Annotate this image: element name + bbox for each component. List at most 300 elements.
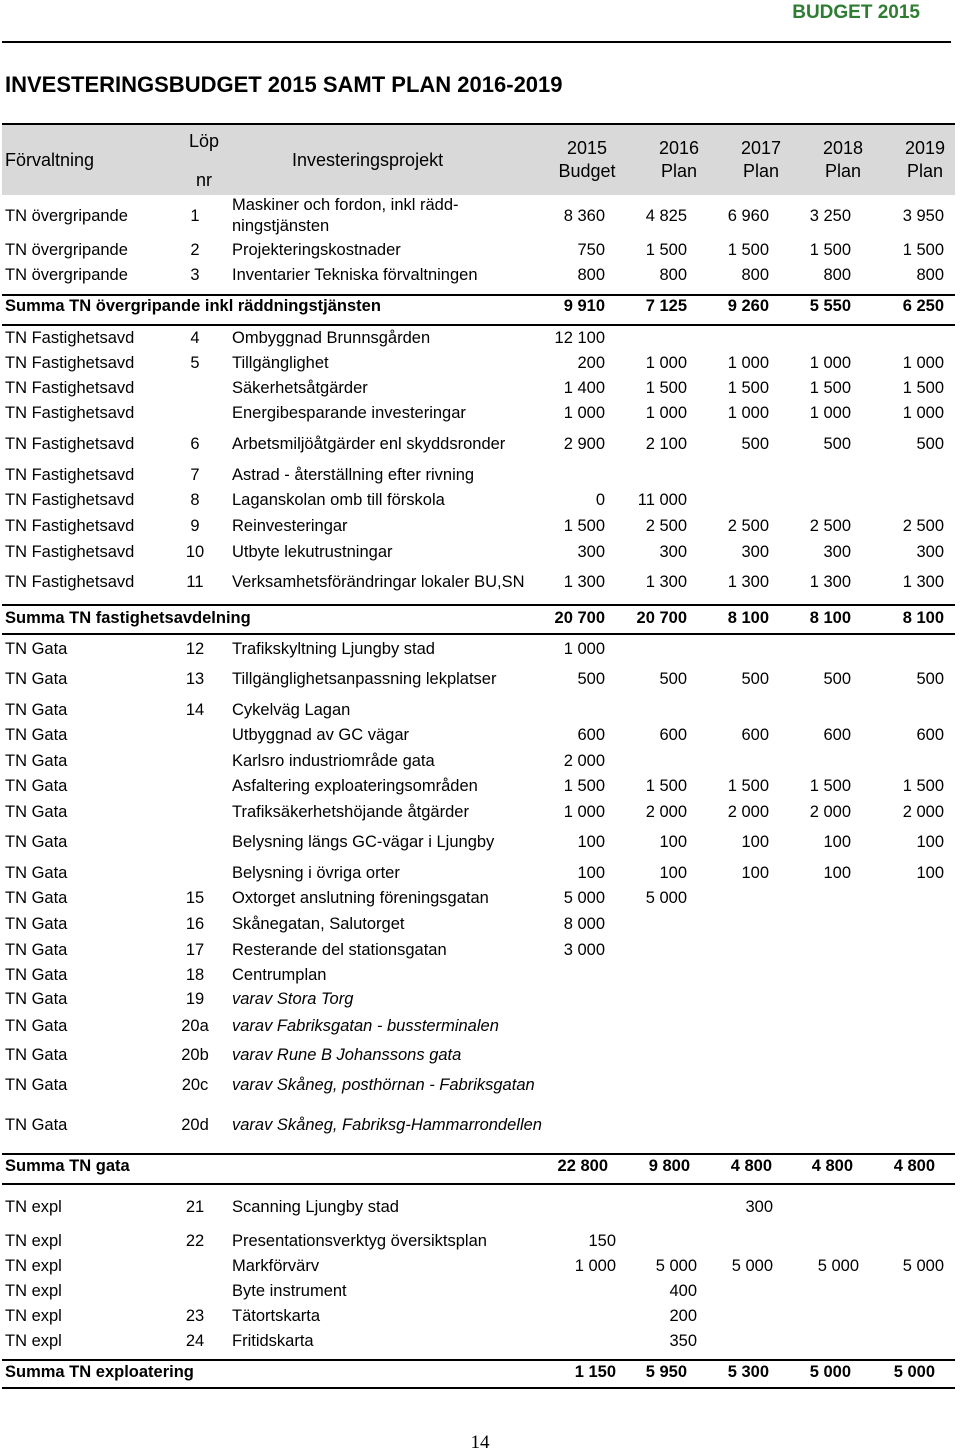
value-2017 [689, 749, 769, 774]
document-title: INVESTERINGSBUDGET 2015 SAMT PLAN 2016-2019 [5, 72, 563, 97]
forvaltning-cell: TN övergripande [5, 206, 128, 225]
value-2018: 5 000 [817, 1256, 859, 1275]
value-2019 [864, 912, 944, 937]
col-header-projekt: Investeringsprojekt [292, 150, 444, 170]
table-row [0, 698, 960, 723]
summary-value-2017: 8 100 [727, 608, 769, 627]
value-2018: 100 [823, 863, 851, 882]
lopnr-cell [170, 824, 220, 861]
value-2019: 500 [916, 434, 944, 453]
value-2018 [771, 1043, 851, 1068]
value-2016 [617, 1192, 697, 1222]
table-row [0, 463, 960, 488]
summary-bottom-rule [2, 1387, 955, 1389]
table-row [0, 351, 960, 376]
value-2017: 800 [741, 265, 769, 284]
value-2017 [689, 463, 769, 488]
value-2017 [693, 1304, 773, 1329]
value-2016: 4 825 [645, 206, 687, 225]
value-2015 [525, 987, 605, 1011]
value-2016: 350 [669, 1331, 697, 1350]
value-2015: 800 [577, 265, 605, 284]
value-2017: 1 500 [727, 776, 769, 795]
lopnr-cell: 2 [190, 240, 200, 259]
value-2015: 1 000 [563, 639, 605, 658]
value-2015: 600 [577, 725, 605, 744]
forvaltning-cell: TN expl [5, 1331, 62, 1350]
table-row [0, 963, 960, 988]
value-2015: 2 900 [563, 434, 605, 453]
table-row [0, 1304, 960, 1329]
value-2015 [536, 1279, 616, 1304]
value-2016: 1 300 [645, 572, 687, 591]
summary-value-2016: 20 700 [636, 608, 687, 627]
value-2015 [525, 963, 605, 988]
col-header-2018: 2018 Plan [822, 138, 864, 181]
value-2018: 1 000 [809, 353, 851, 372]
summary-row [0, 1153, 960, 1179]
value-2018 [771, 488, 851, 513]
forvaltning-cell: TN expl [5, 1256, 62, 1275]
value-2018: 1 000 [809, 403, 851, 422]
forvaltning-cell: TN Gata [5, 914, 68, 933]
value-2019: 100 [916, 832, 944, 851]
summary-value-2016: 5 950 [645, 1362, 687, 1381]
table-row [0, 824, 960, 861]
col-header-2017: 2017 Plan [740, 138, 782, 181]
value-2016: 400 [669, 1281, 697, 1300]
value-2015: 12 100 [554, 328, 605, 347]
value-2015: 1 000 [563, 802, 605, 821]
summary-bottom-rule [2, 633, 955, 635]
lopnr-cell [170, 800, 220, 825]
value-2018 [771, 463, 851, 488]
col-header-2019: 2019 Plan [904, 138, 946, 181]
table-row [0, 637, 960, 662]
lopnr-cell: 20d [181, 1115, 209, 1134]
value-2019 [864, 1229, 944, 1254]
lopnr-cell [170, 401, 220, 426]
value-2017 [689, 488, 769, 513]
lopnr-cell: 5 [190, 353, 200, 372]
table-row [0, 426, 960, 463]
forvaltning-cell: TN Fastighetsavd [5, 403, 135, 422]
table-row [0, 564, 960, 601]
table-row [0, 912, 960, 937]
value-2017 [693, 1329, 773, 1354]
table-row [0, 1329, 960, 1354]
value-2015: 200 [577, 353, 605, 372]
value-2015: 1 500 [563, 516, 605, 535]
project-cell: Utbyggnad av GC vägar [232, 725, 410, 744]
value-2016: 1 000 [645, 353, 687, 372]
project-cell: Tillgänglighet [232, 353, 329, 372]
value-2016 [607, 1105, 687, 1145]
value-2015 [525, 698, 605, 723]
value-2016: 5 000 [645, 888, 687, 907]
value-2019 [864, 987, 944, 1011]
value-2017: 1 000 [727, 353, 769, 372]
value-2016 [607, 749, 687, 774]
value-2018: 1 500 [809, 378, 851, 397]
forvaltning-cell: TN Gata [5, 989, 68, 1008]
value-2017: 600 [741, 725, 769, 744]
project-cell: Skånegatan, Salutorget [232, 914, 405, 933]
forvaltning-cell: TN Gata [5, 965, 68, 984]
lopnr-cell: 8 [190, 490, 200, 509]
project-cell: Trafiksäkerhetshöjande åtgärder [232, 802, 469, 821]
lopnr-cell [170, 1254, 220, 1279]
value-2018 [771, 938, 851, 963]
value-2015 [536, 1329, 616, 1354]
value-2015: 1 400 [563, 378, 605, 397]
value-2017: 1 300 [727, 572, 769, 591]
value-2017: 5 000 [731, 1256, 773, 1275]
project-cell: varav Rune B Johanssons gata [232, 1045, 462, 1064]
table-row [0, 263, 960, 288]
table-row [0, 488, 960, 513]
project-cell: Fritidskarta [232, 1331, 314, 1350]
col-header-2015: 2015 Budget [558, 138, 616, 181]
value-2019: 500 [916, 669, 944, 688]
value-2016: 2 100 [645, 434, 687, 453]
summary-value-2015: 1 150 [574, 1362, 616, 1381]
value-2019 [864, 1043, 944, 1068]
value-2016 [607, 637, 687, 662]
value-2017 [689, 637, 769, 662]
value-2019: 1 500 [902, 776, 944, 795]
value-2016: 2 500 [645, 516, 687, 535]
summary-row [0, 293, 960, 319]
value-2017: 1 500 [727, 378, 769, 397]
forvaltning-cell: TN expl [5, 1197, 62, 1216]
value-2019 [864, 963, 944, 988]
value-2019 [864, 637, 944, 662]
value-2015: 750 [577, 240, 605, 259]
value-2019 [864, 1279, 944, 1304]
value-2019 [864, 1304, 944, 1329]
value-2017: 500 [741, 669, 769, 688]
value-2017: 1 500 [727, 240, 769, 259]
value-2015 [525, 1069, 605, 1101]
value-2017 [689, 912, 769, 937]
forvaltning-cell: TN Gata [5, 1045, 68, 1064]
summary-value-2017: 4 800 [730, 1156, 772, 1175]
value-2018 [771, 987, 851, 1011]
project-cell: Resterande del stationsgatan [232, 940, 447, 959]
value-2015 [525, 463, 605, 488]
lopnr-cell: 16 [185, 914, 205, 933]
value-2019 [864, 886, 944, 911]
value-2019 [864, 1192, 944, 1222]
value-2018 [771, 1011, 851, 1041]
value-2019: 300 [916, 542, 944, 561]
value-2019 [864, 1329, 944, 1354]
header-rule [2, 41, 951, 43]
value-2019: 2 500 [902, 516, 944, 535]
value-2018: 500 [823, 669, 851, 688]
project-cell: varav Skåneg, Fabriksg-Hammarrondellen [232, 1115, 542, 1134]
value-2015 [525, 1043, 605, 1068]
value-2016: 300 [659, 542, 687, 561]
summary-value-2018: 5 550 [809, 296, 851, 315]
table-row [0, 1279, 960, 1304]
value-2015: 3 000 [563, 940, 605, 959]
forvaltning-cell: TN expl [5, 1281, 62, 1300]
value-2018: 3 250 [809, 206, 851, 225]
value-2019: 600 [916, 725, 944, 744]
project-cell: Tillgänglighetsanpassning lekplatser [232, 669, 497, 688]
value-2018 [771, 698, 851, 723]
lopnr-cell: 22 [185, 1231, 205, 1250]
value-2019 [864, 463, 944, 488]
lopnr-cell: 13 [185, 669, 205, 688]
value-2019 [864, 1069, 944, 1101]
value-2015: 1 500 [563, 776, 605, 795]
value-2017 [689, 963, 769, 988]
summary-value-2015: 9 910 [563, 296, 605, 315]
forvaltning-cell: TN Gata [5, 1115, 68, 1134]
table-row [0, 514, 960, 539]
value-2016: 2 000 [645, 802, 687, 821]
value-2019 [864, 749, 944, 774]
lopnr-cell [170, 1279, 220, 1304]
lopnr-cell: 14 [185, 700, 205, 719]
value-2015: 100 [577, 863, 605, 882]
project-cell: Markförvärv [232, 1256, 320, 1275]
value-2015: 0 [595, 490, 605, 509]
project-cell: varav Stora Torg [232, 989, 354, 1008]
lopnr-cell: 17 [185, 940, 205, 959]
forvaltning-cell: TN Fastighetsavd [5, 378, 135, 397]
table-row [0, 749, 960, 774]
summary-label: Summa TN övergripande inkl räddningstjänsten [5, 296, 381, 315]
value-2015: 8 360 [563, 206, 605, 225]
value-2016 [607, 1011, 687, 1041]
value-2018: 1 300 [809, 572, 851, 591]
table-row [0, 1254, 960, 1279]
value-2015: 2 000 [563, 751, 605, 770]
project-cell: Astrad - återställning efter rivning [232, 465, 475, 484]
summary-label: Summa TN exploatering [5, 1362, 194, 1381]
project-cell: Reinvesteringar [232, 516, 348, 535]
summary-value-2019: 4 800 [893, 1156, 935, 1175]
forvaltning-cell: TN Gata [5, 1016, 68, 1035]
value-2017 [689, 987, 769, 1011]
forvaltning-cell: TN Gata [5, 940, 68, 959]
value-2017: 100 [741, 832, 769, 851]
forvaltning-cell: TN Fastighetsavd [5, 516, 135, 535]
forvaltning-cell: TN Gata [5, 832, 68, 851]
value-2016 [607, 963, 687, 988]
table-row [0, 1043, 960, 1068]
value-2018 [771, 637, 851, 662]
value-2017: 1 000 [727, 403, 769, 422]
project-cell: Utbyte lekutrustningar [232, 542, 393, 561]
value-2018: 1 500 [809, 240, 851, 259]
forvaltning-cell: TN Gata [5, 725, 68, 744]
lopnr-cell: 4 [190, 328, 200, 347]
value-2016: 100 [659, 832, 687, 851]
value-2018: 100 [823, 832, 851, 851]
summary-value-2019: 8 100 [902, 608, 944, 627]
forvaltning-cell: TN expl [5, 1306, 62, 1325]
table-row [0, 1192, 960, 1222]
lopnr-cell: 18 [185, 965, 205, 984]
lopnr-cell: 10 [185, 542, 205, 561]
forvaltning-cell: TN Fastighetsavd [5, 465, 135, 484]
value-2017 [689, 886, 769, 911]
lopnr-cell [170, 774, 220, 799]
table-row [0, 938, 960, 963]
table-row [0, 376, 960, 401]
value-2016 [617, 1229, 697, 1254]
lopnr-cell: 7 [190, 465, 200, 484]
value-2015: 1 000 [563, 403, 605, 422]
value-2018 [771, 1105, 851, 1145]
value-2018: 600 [823, 725, 851, 744]
project-cell: Karlsro industriområde gata [232, 751, 435, 770]
value-2019: 1 500 [902, 240, 944, 259]
forvaltning-cell: TN Gata [5, 802, 68, 821]
value-2016 [607, 1069, 687, 1101]
project-cell: Verksamhetsförändringar lokaler BU,SN [232, 572, 525, 591]
value-2017: 300 [741, 542, 769, 561]
value-2016 [607, 463, 687, 488]
forvaltning-cell: TN expl [5, 1231, 62, 1250]
value-2018 [779, 1279, 859, 1304]
value-2016: 1 500 [645, 776, 687, 795]
summary-value-2016: 9 800 [648, 1156, 690, 1175]
summary-label: Summa TN fastighetsavdelning [5, 608, 251, 627]
project-cell: Laganskolan omb till förskola [232, 490, 445, 509]
col-header-lop: Löp [188, 131, 220, 151]
value-2018: 2 500 [809, 516, 851, 535]
col-header-2016: 2016 Plan [658, 138, 700, 181]
value-2016: 200 [669, 1306, 697, 1325]
value-2015: 150 [588, 1231, 616, 1250]
table-row [0, 661, 960, 697]
table-row [0, 886, 960, 911]
forvaltning-cell: TN Gata [5, 751, 68, 770]
value-2019: 1 000 [902, 353, 944, 372]
summary-value-2019: 6 250 [902, 296, 944, 315]
value-2017: 6 960 [727, 206, 769, 225]
project-cell: Säkerhetsåtgärder [232, 378, 368, 397]
value-2019 [864, 698, 944, 723]
project-cell: Scanning Ljungby stad [232, 1197, 399, 1216]
lopnr-cell [170, 376, 220, 401]
value-2015: 1 000 [574, 1256, 616, 1275]
value-2018 [771, 963, 851, 988]
project-cell: Projekteringskostnader [232, 240, 401, 259]
value-2015 [536, 1192, 616, 1222]
summary-label: Summa TN gata [5, 1156, 130, 1175]
lopnr-cell: 19 [185, 989, 205, 1008]
project-cell: varav Fabriksgatan - bussterminalen [232, 1016, 499, 1035]
value-2015: 5 000 [563, 888, 605, 907]
value-2019 [864, 1011, 944, 1041]
table-row [0, 1011, 960, 1041]
value-2018: 1 500 [809, 776, 851, 795]
value-2016: 800 [659, 265, 687, 284]
lopnr-cell [170, 861, 220, 886]
table-row [0, 238, 960, 263]
value-2019: 100 [916, 863, 944, 882]
value-2016: 5 000 [655, 1256, 697, 1275]
forvaltning-cell: TN Gata [5, 1075, 68, 1094]
forvaltning-cell: TN Fastighetsavd [5, 572, 135, 591]
forvaltning-cell: TN Gata [5, 888, 68, 907]
project-cell: Inventarier Tekniska förvaltningen [232, 265, 478, 284]
forvaltning-cell: TN Gata [5, 863, 68, 882]
table-row [0, 1229, 960, 1254]
value-2015: 500 [577, 669, 605, 688]
col-header-nr: nr [195, 170, 212, 190]
value-2015 [525, 1105, 605, 1145]
value-2018 [779, 1329, 859, 1354]
value-2019 [864, 326, 944, 351]
value-2016: 100 [659, 863, 687, 882]
summary-value-2017: 9 260 [727, 296, 769, 315]
value-2017: 2 500 [727, 516, 769, 535]
lopnr-cell: 3 [190, 265, 200, 284]
summary-row [0, 1359, 960, 1385]
value-2016 [607, 938, 687, 963]
lopnr-cell: 20a [181, 1016, 209, 1035]
value-2018 [771, 912, 851, 937]
lopnr-cell: 23 [185, 1306, 205, 1325]
value-2018: 2 000 [809, 802, 851, 821]
lopnr-cell: 1 [190, 206, 200, 225]
value-2019: 1 300 [902, 572, 944, 591]
table-row [0, 326, 960, 351]
value-2018: 500 [823, 434, 851, 453]
forvaltning-cell: TN Gata [5, 639, 68, 658]
lopnr-cell: 21 [185, 1197, 205, 1216]
value-2016: 1 000 [645, 403, 687, 422]
col-header-forvaltning: Förvaltning [5, 150, 95, 170]
forvaltning-cell: TN Fastighetsavd [5, 542, 135, 561]
project-cell: Oxtorget anslutning föreningsgatan [232, 888, 489, 907]
table-row [0, 723, 960, 748]
forvaltning-cell: TN Fastighetsavd [5, 353, 135, 372]
value-2017 [689, 1069, 769, 1101]
project-cell: Belysning längs GC-vägar i Ljungby [232, 832, 495, 851]
value-2018 [779, 1192, 859, 1222]
table-row [0, 1105, 960, 1145]
value-2019: 800 [916, 265, 944, 284]
value-2019 [864, 938, 944, 963]
value-2018 [779, 1304, 859, 1329]
lopnr-cell [170, 723, 220, 748]
value-2019: 3 950 [902, 206, 944, 225]
forvaltning-cell: TN övergripande [5, 265, 128, 284]
table-row [0, 774, 960, 799]
value-2016 [607, 912, 687, 937]
value-2018 [771, 749, 851, 774]
table-row [0, 196, 960, 236]
table-row [0, 861, 960, 886]
value-2017 [689, 698, 769, 723]
value-2019: 1 500 [902, 378, 944, 397]
value-2018 [771, 1069, 851, 1101]
forvaltning-cell: TN Gata [5, 669, 68, 688]
summary-value-2018: 8 100 [809, 608, 851, 627]
value-2017: 2 000 [727, 802, 769, 821]
lopnr-cell: 24 [185, 1331, 205, 1350]
value-2016 [607, 1043, 687, 1068]
